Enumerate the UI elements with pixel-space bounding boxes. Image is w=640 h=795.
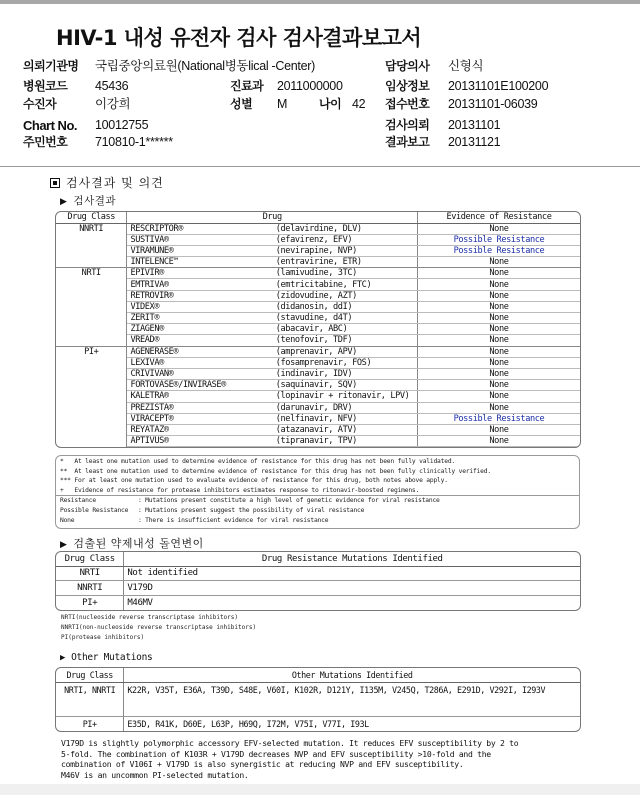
resistance-notes — [55, 455, 580, 529]
drug-brand-cell: VIRACEPT® — [127, 413, 273, 424]
drug-brand-cell: APTIVUS® — [127, 436, 273, 447]
definition-term: None — [60, 516, 75, 524]
evidence-cell: None — [417, 402, 580, 413]
evidence-cell: None — [417, 335, 580, 346]
patient-value-wrap — [95, 97, 130, 112]
request-value: 20131101 — [448, 118, 501, 132]
sex-value: M — [277, 97, 288, 111]
drug-generic-cell: (indinavir, IDV) — [273, 368, 418, 379]
age-value-wrap — [352, 97, 365, 112]
drug-row — [56, 301, 580, 312]
drug-brand-cell: ZERIT® — [127, 313, 273, 324]
evidence-cell: Possible Resistance — [417, 234, 580, 245]
drug-brand-cell: VIDEX® — [127, 301, 273, 312]
institution-value-wrap — [95, 59, 315, 74]
evidence-cell: None — [417, 257, 580, 268]
evidence-cell: None — [417, 223, 580, 234]
drug-class-cell: NRTI, NNRTI — [56, 682, 124, 716]
drug-class-cell: PI+ — [56, 346, 127, 447]
drug-brand-cell: LEXIVA® — [127, 357, 273, 368]
other-mutation-value-cell: E35D, R41K, D60E, L63P, H69Q, I72M, V75I, V77I, I93L — [127, 718, 369, 729]
evidence-cell: Possible Resistance — [417, 245, 580, 256]
report-date-field — [385, 135, 429, 150]
drug-row — [56, 413, 580, 424]
doctor-field — [385, 59, 429, 74]
comment-line: combination of V106I + V179D is also synergistic at reducing NVP and EFV susceptibility. — [61, 759, 464, 769]
patient-label: 수진자 — [23, 97, 57, 111]
chart-value-wrap — [95, 118, 148, 133]
evidence-cell: None — [417, 368, 580, 379]
doctor-label: 담당의사 — [385, 59, 430, 73]
mutation-row — [56, 595, 580, 610]
drug-row — [56, 357, 580, 368]
department-field — [230, 79, 263, 94]
request-field — [385, 118, 429, 133]
drug-brand-cell: PREZISTA® — [127, 402, 273, 413]
note-line: * At least one mutation used to determine evidence of resistance for this drug has not been fully validated. — [60, 458, 456, 465]
chart-field — [23, 118, 77, 134]
drug-class-cell: NRTI — [56, 268, 127, 346]
mutation-value-cell: V179D — [124, 581, 580, 596]
resistance-mutations-title — [60, 535, 204, 551]
drug-class-cell: PI+ — [56, 716, 124, 731]
drug-generic-cell: (darunavir, DRV) — [273, 402, 418, 413]
drug-row — [56, 391, 580, 402]
definition-term: Possible Resistance — [60, 506, 129, 514]
drug-generic-cell: (delavirdine, DLV) — [273, 223, 418, 234]
square-bullet-icon — [50, 178, 60, 188]
institution-value: 국립중앙의료원(National병동lical -Center) — [95, 59, 315, 73]
chart-value: 10012755 — [95, 118, 149, 132]
drug-row — [56, 424, 580, 435]
drug-row — [56, 368, 580, 379]
drug-row — [56, 234, 580, 245]
header-drug-class: Drug Class — [56, 668, 124, 682]
resident-field — [23, 135, 67, 150]
receipt-value: 20131101-06039 — [448, 97, 538, 111]
header-drug: Drug — [127, 212, 417, 223]
department-label: 진료과 — [230, 79, 264, 93]
evidence-cell: None — [417, 268, 580, 279]
comment-line: M46V is an uncommon PI-selected mutation. — [61, 769, 249, 780]
drug-row — [56, 313, 580, 324]
drug-brand-cell: ZIAGEN® — [127, 324, 273, 335]
page-bottom-margin — [0, 784, 640, 795]
drug-generic-cell: (saquinavir, SQV) — [273, 380, 418, 391]
drug-generic-cell: (nevirapine, NVP) — [273, 245, 418, 256]
evidence-cell: None — [417, 424, 580, 435]
sex-field — [230, 97, 252, 112]
section-divider — [0, 166, 640, 167]
resistance-mutations-title-text: 검출된 약제내성 돌연변이 — [73, 537, 204, 550]
other-mutations-table — [55, 667, 581, 732]
drug-row — [56, 268, 580, 279]
resident-label: 주민번호 — [23, 135, 68, 149]
drug-generic-cell: (efavirenz, EFV) — [273, 234, 418, 245]
doctor-value: 신형식 — [448, 59, 484, 73]
clinical-info-value-wrap — [448, 79, 548, 94]
drug-generic-cell: (emtricitabine, FTC) — [273, 279, 418, 290]
evidence-cell: None — [417, 436, 580, 447]
triangle-bullet-icon: ▶ — [60, 653, 66, 663]
drug-generic-cell: (stavudine, d4T) — [273, 313, 418, 324]
drug-row — [56, 245, 580, 256]
results-section-title — [50, 174, 164, 191]
resident-value-wrap — [95, 135, 173, 150]
definition-row — [60, 506, 575, 516]
drug-generic-cell: (didanosin, ddI) — [273, 301, 418, 312]
sex-value-wrap — [277, 97, 287, 112]
hospital-code-value-wrap — [95, 79, 128, 94]
resistance-mutations-table — [55, 551, 581, 611]
drug-generic-cell: (tenofovir, TDF) — [273, 335, 418, 346]
mutation-value-cell: Not identified — [124, 566, 580, 581]
sex-label: 성별 — [230, 97, 253, 111]
drug-brand-cell: REYATAZ® — [127, 424, 273, 435]
clinical-info-label: 임상정보 — [385, 79, 430, 93]
drug-row — [56, 335, 580, 346]
other-mutation-row — [56, 682, 580, 716]
drug-row — [56, 279, 580, 290]
report-date-value-wrap — [448, 135, 500, 150]
receipt-label: 접수번호 — [385, 97, 430, 111]
drug-row — [56, 324, 580, 335]
chart-label: Chart No. — [23, 118, 77, 133]
drug-brand-cell: VREAD® — [127, 335, 273, 346]
drug-brand-cell: EMTRIVA® — [127, 279, 273, 290]
institution-field — [23, 59, 78, 74]
drug-row — [56, 436, 580, 447]
evidence-cell: None — [417, 391, 580, 402]
other-mutations-title — [60, 652, 152, 663]
drug-generic-cell: (zidovudine, AZT) — [273, 290, 418, 301]
doctor-value-wrap — [448, 59, 483, 74]
evidence-cell: None — [417, 279, 580, 290]
drug-brand-cell: AGENERASE® — [127, 346, 273, 357]
mutation-value-cell: M46MV — [127, 597, 153, 608]
evidence-cell: None — [417, 380, 580, 391]
drug-generic-cell: (lopinavir + ritonavir, LPV) — [273, 391, 418, 402]
report-date-value: 20131121 — [448, 135, 501, 149]
department-value: 2011000000 — [277, 79, 343, 93]
drug-generic-cell: (fosamprenavir, FOS) — [273, 357, 418, 368]
drug-generic-cell: (entravirine, ETR) — [273, 257, 418, 268]
drug-brand-cell: RESCRIPTOR® — [127, 223, 273, 234]
age-value: 42 — [352, 97, 366, 111]
department-value-wrap — [277, 79, 343, 94]
drug-class-cell: PI+ — [56, 595, 124, 610]
drug-brand-cell: KALETRA® — [127, 391, 273, 402]
hospital-code-value: 45436 — [95, 79, 129, 93]
note-line: *** For at least one mutation used to evaluate evidence of resistance for this drug, both notes above apply. — [60, 477, 448, 485]
drug-row — [56, 223, 580, 234]
footnote-line: PI(protease inhibitors) — [61, 634, 145, 641]
header-drug-class: Drug Class — [56, 552, 124, 566]
definition-term: Resistance — [60, 497, 96, 505]
drug-row — [56, 346, 580, 357]
drug-brand-cell: INTELENCE™ — [127, 257, 273, 268]
drug-brand-cell: CRIVIVAN® — [127, 368, 273, 379]
triangle-bullet-icon: ▶ — [60, 197, 68, 207]
request-label: 검사의뢰 — [385, 118, 430, 132]
results-subtitle-text: 검사결과 — [73, 195, 116, 207]
mutation-row — [56, 566, 580, 581]
drug-generic-cell: (tipranavir, TPV) — [273, 436, 418, 447]
hospital-code-field — [23, 79, 67, 94]
evidence-cell: None — [417, 357, 580, 368]
drug-generic-cell: (lamivudine, 3TC) — [273, 268, 418, 279]
footnote-line: NRTI(nucleoside reverse transcriptase inhibitors) — [61, 614, 239, 621]
age-field — [319, 97, 341, 112]
definition-desc: : Mutations present suggest the possibility of viral resistance — [138, 506, 365, 514]
request-value-wrap — [448, 118, 500, 133]
evidence-cell: None — [417, 301, 580, 312]
drug-generic-cell: (amprenavir, APV) — [273, 346, 418, 357]
interpretation-comment — [61, 738, 581, 780]
definition-row — [60, 496, 575, 506]
institution-label: 의뢰기관명 — [23, 59, 79, 73]
definition-row — [60, 516, 575, 526]
results-section-title-text: 검사결과 및 의견 — [66, 176, 164, 190]
triangle-bullet-icon: ▶ — [60, 540, 68, 550]
footnote-line: NNRTI(non-nucleoside reverse transcriptase inhibitors) — [61, 624, 257, 631]
drug-class-cell: NNRTI — [56, 223, 127, 268]
receipt-value-wrap — [448, 97, 537, 112]
header-drug-class: Drug Class — [56, 212, 127, 223]
other-mutations-title-text: Other Mutations — [71, 652, 153, 663]
report-date-label: 결과보고 — [385, 135, 430, 149]
drug-generic-cell: (abacavir, ABC) — [273, 324, 418, 335]
other-mutation-value-cell: K22R, V35T, E36A, T39D, S48E, V60I, K102R, D121Y, I135M, V245Q, T286A, E291D, V292I, I293V — [124, 682, 580, 716]
drug-brand-cell: RETROVIR® — [127, 290, 273, 301]
drug-brand-cell: VIRAMUNE® — [127, 245, 273, 256]
receipt-field — [385, 97, 429, 112]
clinical-info-field — [385, 79, 429, 94]
comment-line: V179D is slightly polymorphic accessory EFV-selected mutation. It reduces EFV susceptibility by 2 to — [61, 738, 519, 748]
drug-resistance-table — [55, 211, 581, 448]
patient-value: 이강희 — [95, 97, 131, 111]
drug-generic-cell: (atazanavir, ATV) — [273, 424, 418, 435]
age-label: 나이 — [319, 97, 342, 111]
definition-desc: : Mutations present constitute a high level of genetic evidence for viral resistance — [138, 497, 440, 505]
drug-class-cell: NRTI — [56, 566, 124, 581]
drug-generic-cell: (nelfinavir, NFV) — [273, 413, 418, 424]
evidence-cell: Possible Resistance — [417, 413, 580, 424]
header-other-mutations: Other Mutations Identified — [124, 668, 580, 682]
comment-line: 5-fold. The combination of K103R + V179D decreases NVP and EFV susceptibility >10-fold and the — [61, 748, 491, 759]
hospital-code-label: 병원코드 — [23, 79, 68, 93]
note-line: ** At least one mutation used to determine evidence of resistance for this drug has not been fully clinically verified. — [60, 467, 491, 475]
drug-row — [56, 402, 580, 413]
drug-brand-cell: SUSTIVA® — [127, 234, 273, 245]
clinical-info-value: 20131101E100200 — [448, 79, 549, 93]
drug-class-footnotes — [61, 613, 256, 643]
mutation-row — [56, 581, 580, 596]
patient-field — [23, 97, 56, 112]
evidence-cell: None — [417, 346, 580, 357]
note-line: + Evidence of resistance for protease inhibitors estimates response to ritonavir-boosted regimens. — [60, 486, 420, 494]
top-border — [0, 0, 640, 4]
evidence-cell: None — [417, 313, 580, 324]
drug-row — [56, 290, 580, 301]
report-title: HIV-1 내성 유전자 검사 검사결과보고서 — [56, 26, 422, 50]
evidence-cell: None — [417, 324, 580, 335]
drug-brand-cell: FORTOVASE®/INVIRASE® — [127, 380, 273, 391]
header-mutations: Drug Resistance Mutations Identified — [124, 552, 580, 566]
drug-brand-cell: EPIVIR® — [127, 268, 273, 279]
drug-row — [56, 380, 580, 391]
drug-class-cell: NNRTI — [56, 581, 124, 596]
evidence-cell: None — [417, 290, 580, 301]
resident-value: 710810-1****** — [95, 135, 173, 149]
definition-desc: : There is insufficient evidence for viral resistance — [138, 516, 329, 524]
results-subtitle — [60, 193, 116, 208]
drug-row — [56, 257, 580, 268]
other-mutation-row — [56, 716, 580, 731]
header-evidence: Evidence of Resistance — [417, 212, 580, 223]
